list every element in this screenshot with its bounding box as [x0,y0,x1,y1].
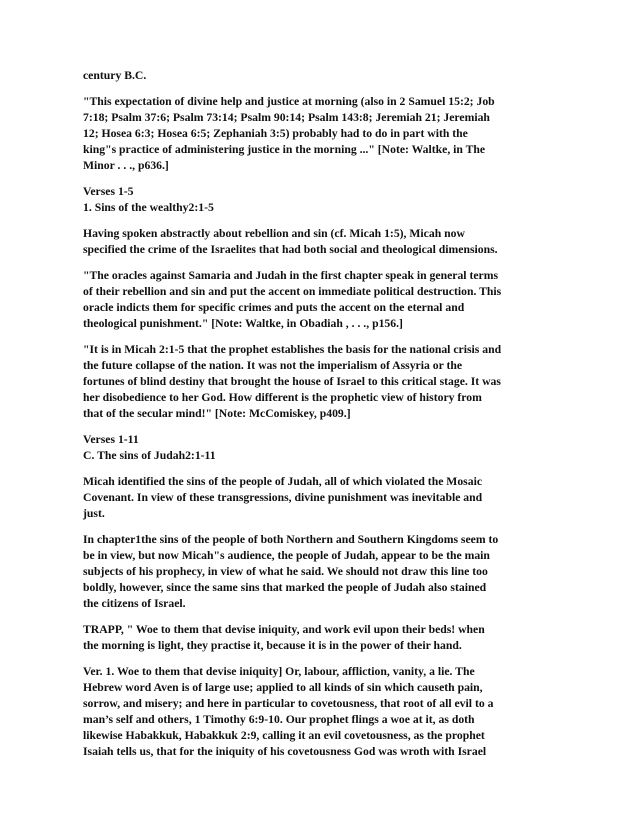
paragraph-waltke-quote-oracles: "The oracles against Samaria and Judah in the first chapter speak in general terms of their rebellion and sin and put the accent on immediate political destruction. This oracle indicts them for specific crimes and puts the accent on the eternal and theological punishment." [Note: Waltke, in Obadiah , . . ., p156.] [83,269,502,330]
document-page [83,68,553,770]
paragraph-trapp-verse: TRAPP, " Woe to them that devise iniquity, and work evil upon their beds! when the morning is light, they practise it, because it is in the power of their hand. [83,623,485,652]
paragraph-mccomiskey-quote: "It is in Micah 2:1-5 that the prophet establishes the basis for the national crisis and the future collapse of the nation. It was not the imperialism of Assyria or the fortunes of blind destiny that brought the house of Israel to this critical stage. It was her disobedience to her God. How different is the prophetic view of history from that of the secular mind!" [Note: McComiskey, p409.] [83,343,502,420]
section-heading-sins-of-wealthy: Verses 1-5 1. Sins of the wealthy2:1-5 [83,185,214,214]
paragraph-century: century B.C. [83,69,147,82]
section-heading-sins-of-judah: Verses 1-11 C. The sins of Judah2:1-11 [83,433,216,462]
paragraph-chapter-one-view: In chapter1the sins of the people of both Northern and Southern Kingdoms seem to be in view, but now Micah"s audience, the people of Judah, appear to be the main subjects of his prophecy, in view of what he said. We should not draw this line too boldly, however, since the same sins that marked the people of Judah also stained the citizens of Israel. [83,533,499,610]
paragraph-mosaic-covenant: Micah identified the sins of the people of Judah, all of which violated the Mosaic Covenant. In view of these transgressions, divine punishment was inevitable and just. [83,475,483,520]
paragraph-waltke-quote-morning: "This expectation of divine help and justice at morning (also in 2 Samuel 15:2; Job 7:18; Psalm 37:6; Psalm 73:14; Psalm 90:14; Psalm 143:8; Jeremiah 21; Jeremiah 12; Hosea 6:3; Hosea 6:5; Zephaniah 3:5) probably had to do in part with the king"s practice of administering justice in the morning ..." [Note: Waltke, in The Minor . . ., p636.] [83,95,495,172]
paragraph-micah-specified-crime: Having spoken abstractly about rebellion and sin (cf. Micah 1:5), Micah now specified the crime of the Israelites that had both social and theological dimensions. [83,227,498,256]
paragraph-trapp-commentary: Ver. 1. Woe to them that devise iniquity] Or, labour, affliction, vanity, a lie. The Hebrew word Aven is of large use; applied to all kinds of sin which causeth pain, sorrow, and misery; and here in particular to covetousness, that root of all evil to a man’s self and others, 1 Timothy 6:9-10. Our prophet flings a woe at it, as doth likewise Habakkuk, Habakkuk 2:9, calling it an evil covetousness, as the prophet Isaiah tells us, that for the iniquity of his covetousness God was wroth with Israel [83,665,494,758]
